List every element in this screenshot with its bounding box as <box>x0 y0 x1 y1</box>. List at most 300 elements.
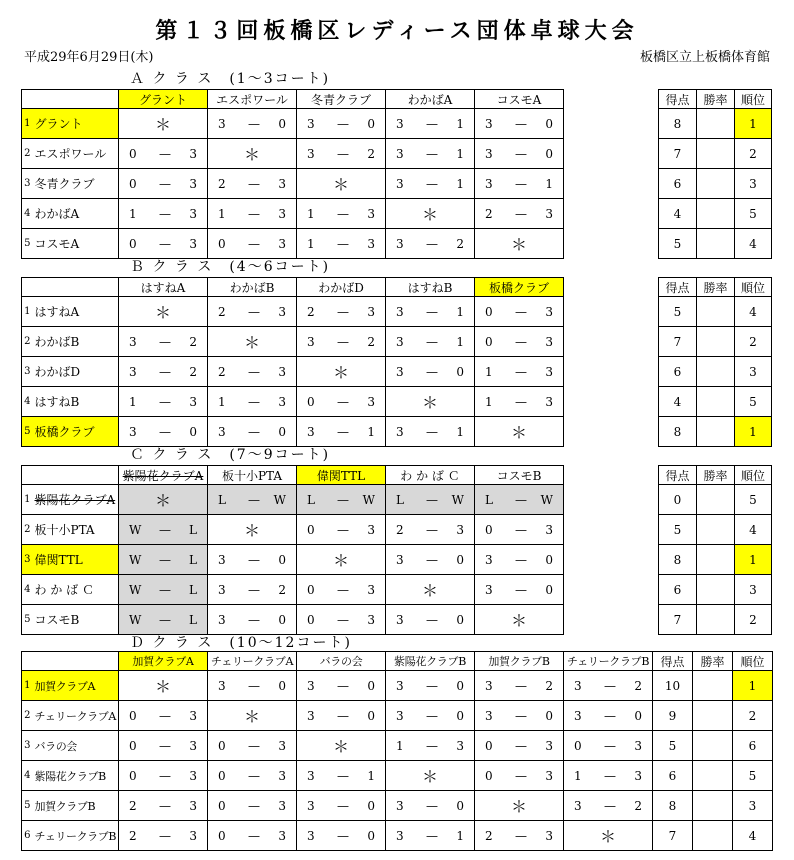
self-match-cell: ＊ <box>564 821 653 851</box>
column-team-name: 紫陽花クラブA <box>119 466 208 485</box>
score-right: 0 <box>367 679 375 693</box>
stats-table <box>658 465 772 635</box>
score-right: 3 <box>545 395 553 409</box>
match-result <box>386 327 475 357</box>
score-left: W <box>129 553 142 567</box>
points-cell: 7 <box>659 327 697 357</box>
score-right: 3 <box>367 523 375 537</box>
points-cell: 10 <box>653 671 693 701</box>
score-right: 3 <box>189 799 197 813</box>
score-right: 3 <box>545 365 553 379</box>
match-result <box>119 199 208 229</box>
stats-row <box>659 515 772 545</box>
score-left: 3 <box>307 117 315 131</box>
score-left: 0 <box>485 739 493 753</box>
win-rate-cell <box>697 387 735 417</box>
score-right: 0 <box>456 799 464 813</box>
score-right: 1 <box>367 425 375 439</box>
score-dash: — <box>159 553 171 567</box>
row-team-name: 紫陽花クラブA <box>33 485 119 515</box>
win-rate-cell <box>697 357 735 387</box>
score-dash: — <box>515 177 527 191</box>
score-left: 0 <box>307 523 315 537</box>
score-left: 3 <box>218 553 226 567</box>
win-rate-cell <box>697 169 735 199</box>
row-team-name: 冬青クラブ <box>33 169 119 199</box>
stats-row <box>659 139 772 169</box>
results-table <box>21 651 773 851</box>
score-left: 3 <box>129 365 137 379</box>
match-result <box>119 387 208 417</box>
match-result <box>208 605 297 635</box>
row-number: 4 <box>22 575 33 605</box>
score-left: 3 <box>396 553 404 567</box>
match-result <box>475 545 564 575</box>
score-left: 3 <box>396 425 404 439</box>
score-right: 3 <box>545 769 553 783</box>
score-left: 2 <box>218 305 226 319</box>
score-right: 3 <box>189 395 197 409</box>
score-right: 0 <box>456 365 464 379</box>
win-rate-cell <box>697 485 735 515</box>
score-left: 0 <box>129 237 137 251</box>
score-right: 3 <box>634 769 642 783</box>
match-result <box>208 199 297 229</box>
match-result <box>208 169 297 199</box>
score-right: 1 <box>456 177 464 191</box>
stats-row <box>659 229 772 259</box>
win-rate-cell <box>697 327 735 357</box>
score-dash: — <box>337 523 349 537</box>
score-left: 1 <box>218 395 226 409</box>
row-number: 2 <box>22 327 33 357</box>
score-dash: — <box>159 425 171 439</box>
score-dash: — <box>515 709 527 723</box>
score-right: 3 <box>545 335 553 349</box>
score-dash: — <box>248 117 260 131</box>
score-right: 0 <box>278 679 286 693</box>
match-result <box>386 791 475 821</box>
self-match-cell: ＊ <box>297 169 386 199</box>
table-row <box>22 761 773 791</box>
score-left: 2 <box>218 365 226 379</box>
score-dash: — <box>159 739 171 753</box>
score-left: 0 <box>129 709 137 723</box>
table-row <box>22 139 564 169</box>
score-right: 0 <box>545 147 553 161</box>
self-match-cell: ＊ <box>119 109 208 139</box>
score-left: 3 <box>307 147 315 161</box>
points-cell: 8 <box>653 791 693 821</box>
match-result <box>297 671 386 701</box>
score-dash: — <box>426 237 438 251</box>
row-team-name: はすねB <box>33 387 119 417</box>
rank-cell: 6 <box>733 731 773 761</box>
score-left: 3 <box>218 583 226 597</box>
score-dash: — <box>337 679 349 693</box>
score-left: 3 <box>218 679 226 693</box>
score-right: 1 <box>456 425 464 439</box>
score-dash: — <box>159 207 171 221</box>
results-table <box>21 89 564 259</box>
score-left: 3 <box>396 799 404 813</box>
score-dash: — <box>515 829 527 843</box>
score-dash: — <box>337 799 349 813</box>
row-team-name: 加賀クラブA <box>33 671 119 701</box>
stats-table <box>658 89 772 259</box>
match-result <box>297 605 386 635</box>
score-left: 3 <box>485 679 493 693</box>
score-left: 3 <box>396 147 404 161</box>
table-row <box>22 199 564 229</box>
stats-header-row <box>659 90 772 109</box>
score-dash: — <box>248 679 260 693</box>
points-cell: 5 <box>659 229 697 259</box>
score-dash: — <box>426 493 438 507</box>
column-team-name: グラント <box>119 90 208 109</box>
stats-row <box>659 387 772 417</box>
match-result <box>475 701 564 731</box>
score-left: 3 <box>396 237 404 251</box>
score-left: 2 <box>396 523 404 537</box>
rank-cell: 5 <box>735 387 772 417</box>
rank-cell: 5 <box>735 199 772 229</box>
match-result <box>475 671 564 701</box>
rank-cell: 3 <box>735 357 772 387</box>
row-number: 2 <box>22 515 33 545</box>
stats-row <box>659 199 772 229</box>
column-team-name: 偉関TTL <box>297 466 386 485</box>
score-left: 0 <box>129 769 137 783</box>
score-left: 3 <box>485 583 493 597</box>
match-result <box>475 821 564 851</box>
score-dash: — <box>248 613 260 627</box>
self-match-cell: ＊ <box>386 199 475 229</box>
score-right: 3 <box>189 829 197 843</box>
stats-header: 得点 <box>659 278 697 297</box>
corner-cell <box>33 652 119 671</box>
win-rate-cell <box>693 791 733 821</box>
self-match-cell: ＊ <box>475 417 564 447</box>
score-right: 2 <box>189 365 197 379</box>
score-right: 1 <box>367 769 375 783</box>
score-left: L <box>396 493 404 507</box>
row-number: 4 <box>22 387 33 417</box>
score-dash: — <box>248 207 260 221</box>
score-right: 3 <box>545 739 553 753</box>
score-dash: — <box>426 829 438 843</box>
match-result <box>297 109 386 139</box>
column-team-name: コスモA <box>475 90 564 109</box>
table-row <box>22 545 564 575</box>
score-left: 3 <box>396 613 404 627</box>
match-result <box>386 545 475 575</box>
table-row <box>22 821 773 851</box>
score-left: 3 <box>396 679 404 693</box>
match-result <box>297 417 386 447</box>
score-right: 0 <box>367 799 375 813</box>
score-left: L <box>218 493 226 507</box>
score-dash: — <box>159 523 171 537</box>
match-result <box>386 671 475 701</box>
class-label: Ｂ ク ラ ス (4～6コート) <box>130 259 331 275</box>
score-right: 3 <box>278 365 286 379</box>
score-dash: — <box>248 739 260 753</box>
score-right: 2 <box>367 335 375 349</box>
score-dash: — <box>604 769 616 783</box>
self-match-cell: ＊ <box>208 515 297 545</box>
score-right: 3 <box>634 739 642 753</box>
score-dash: — <box>426 117 438 131</box>
column-team-name: 加賀クラブB <box>475 652 564 671</box>
row-team-name: コスモA <box>33 229 119 259</box>
match-result <box>386 297 475 327</box>
match-result <box>297 485 386 515</box>
match-result <box>386 701 475 731</box>
score-right: 0 <box>278 117 286 131</box>
points-cell: 6 <box>659 575 697 605</box>
score-right: 0 <box>456 709 464 723</box>
score-right: 1 <box>456 335 464 349</box>
match-result <box>208 671 297 701</box>
points-cell: 5 <box>653 731 693 761</box>
match-result <box>297 761 386 791</box>
stats-header-row <box>659 466 772 485</box>
table-row <box>22 701 773 731</box>
score-dash: — <box>159 147 171 161</box>
score-left: L <box>485 493 493 507</box>
score-dash: — <box>426 613 438 627</box>
score-dash: — <box>426 709 438 723</box>
win-rate-cell <box>693 821 733 851</box>
self-match-cell: ＊ <box>386 387 475 417</box>
class-label: Ｃ ク ラ ス (7～9コート) <box>130 447 331 463</box>
rank-cell: 5 <box>733 761 773 791</box>
match-result <box>208 821 297 851</box>
stats-header-row <box>659 278 772 297</box>
score-left: 3 <box>129 425 137 439</box>
match-result <box>119 545 208 575</box>
results-table <box>21 465 564 635</box>
rank-cell: 1 <box>735 545 772 575</box>
score-right: W <box>273 493 286 507</box>
score-right: 0 <box>367 709 375 723</box>
row-number: 3 <box>22 169 33 199</box>
self-match-cell: ＊ <box>475 229 564 259</box>
score-left: 3 <box>218 613 226 627</box>
stats-row <box>659 605 772 635</box>
score-dash: — <box>426 365 438 379</box>
score-right: 3 <box>367 613 375 627</box>
stats-row <box>659 545 772 575</box>
score-dash: — <box>248 177 260 191</box>
score-right: 0 <box>456 613 464 627</box>
stats-header: 得点 <box>653 652 693 671</box>
score-dash: — <box>159 829 171 843</box>
stats-row <box>659 575 772 605</box>
score-dash: — <box>337 613 349 627</box>
stats-header: 得点 <box>659 90 697 109</box>
score-left: 0 <box>218 769 226 783</box>
row-number: 1 <box>22 297 33 327</box>
row-team-name: 紫陽花クラブB <box>33 761 119 791</box>
stats-header: 勝率 <box>697 90 735 109</box>
score-right: L <box>189 553 197 567</box>
row-number: 1 <box>22 109 33 139</box>
column-team-name: 加賀クラブA <box>119 652 208 671</box>
table-row <box>22 791 773 821</box>
match-result <box>386 417 475 447</box>
match-result <box>297 229 386 259</box>
rank-cell: 1 <box>733 671 773 701</box>
score-dash: — <box>159 395 171 409</box>
win-rate-cell <box>693 731 733 761</box>
match-result <box>475 109 564 139</box>
score-dash: — <box>337 117 349 131</box>
match-result <box>475 327 564 357</box>
match-result <box>119 821 208 851</box>
match-result <box>119 327 208 357</box>
row-team-name: チェリークラブB <box>33 821 119 851</box>
score-right: 3 <box>189 237 197 251</box>
match-result <box>119 701 208 731</box>
score-left: 1 <box>396 739 404 753</box>
score-left: 0 <box>307 583 315 597</box>
score-left: 0 <box>218 829 226 843</box>
score-dash: — <box>426 147 438 161</box>
score-dash: — <box>515 523 527 537</box>
row-team-name: わかばB <box>33 327 119 357</box>
match-result <box>297 575 386 605</box>
match-result <box>386 515 475 545</box>
win-rate-cell <box>697 229 735 259</box>
score-left: 1 <box>307 237 315 251</box>
self-match-cell: ＊ <box>297 731 386 761</box>
score-left: 3 <box>307 769 315 783</box>
page-title: 第１３回板橋区レディース団体卓球大会 <box>155 18 639 44</box>
points-cell: 6 <box>653 761 693 791</box>
column-team-name: エスポワール <box>208 90 297 109</box>
score-left: 3 <box>396 829 404 843</box>
score-left: 3 <box>396 117 404 131</box>
match-result <box>475 485 564 515</box>
score-dash: — <box>248 425 260 439</box>
match-result <box>297 791 386 821</box>
stats-header: 得点 <box>659 466 697 485</box>
match-result <box>119 605 208 635</box>
score-left: 3 <box>307 829 315 843</box>
header-row <box>22 278 564 297</box>
score-dash: — <box>248 553 260 567</box>
score-right: 3 <box>367 583 375 597</box>
match-result <box>208 485 297 515</box>
self-match-cell: ＊ <box>297 545 386 575</box>
score-right: L <box>189 583 197 597</box>
row-number: 3 <box>22 731 33 761</box>
rank-cell: 4 <box>735 297 772 327</box>
match-result <box>297 515 386 545</box>
score-left: 3 <box>485 147 493 161</box>
score-dash: — <box>426 425 438 439</box>
self-match-cell: ＊ <box>119 485 208 515</box>
score-left: 0 <box>218 739 226 753</box>
score-left: 2 <box>485 207 493 221</box>
self-match-cell: ＊ <box>208 327 297 357</box>
self-match-cell: ＊ <box>386 761 475 791</box>
score-dash: — <box>337 335 349 349</box>
corner-cell <box>22 278 33 297</box>
score-left: 0 <box>485 305 493 319</box>
score-left: 0 <box>307 613 315 627</box>
match-result <box>475 761 564 791</box>
score-dash: — <box>248 583 260 597</box>
table-row <box>22 387 564 417</box>
row-number: 1 <box>22 671 33 701</box>
score-dash: — <box>515 583 527 597</box>
column-team-name: チェリークラブA <box>208 652 297 671</box>
score-left: 2 <box>129 829 137 843</box>
self-match-cell: ＊ <box>119 671 208 701</box>
match-result <box>208 387 297 417</box>
score-right: 3 <box>278 207 286 221</box>
class-label: Ａ ク ラ ス (1～3コート) <box>130 71 331 87</box>
match-result <box>119 575 208 605</box>
score-right: 3 <box>278 395 286 409</box>
score-dash: — <box>426 739 438 753</box>
win-rate-cell <box>697 575 735 605</box>
points-cell: 8 <box>659 417 697 447</box>
corner-cell <box>33 90 119 109</box>
score-dash: — <box>337 147 349 161</box>
match-result <box>475 575 564 605</box>
match-result <box>475 169 564 199</box>
header-row <box>22 466 564 485</box>
match-result <box>119 169 208 199</box>
table-row <box>22 327 564 357</box>
points-cell: 6 <box>659 357 697 387</box>
win-rate-cell <box>697 605 735 635</box>
column-team-name: わかばD <box>297 278 386 297</box>
score-right: 0 <box>367 829 375 843</box>
rank-cell: 4 <box>733 821 773 851</box>
row-team-name: エスポワール <box>33 139 119 169</box>
results-table <box>21 277 564 447</box>
score-right: 1 <box>456 305 464 319</box>
column-team-name: はすねB <box>386 278 475 297</box>
match-result <box>208 545 297 575</box>
score-dash: — <box>604 739 616 753</box>
row-number: 2 <box>22 139 33 169</box>
score-left: 3 <box>218 425 226 439</box>
score-dash: — <box>159 335 171 349</box>
self-match-cell: ＊ <box>475 605 564 635</box>
row-team-name: わかばA <box>33 199 119 229</box>
row-number: 6 <box>22 821 33 851</box>
match-result <box>564 701 653 731</box>
column-team-name: チェリークラブB <box>564 652 653 671</box>
score-dash: — <box>515 553 527 567</box>
score-right: 3 <box>278 739 286 753</box>
table-row <box>22 297 564 327</box>
score-left: 2 <box>485 829 493 843</box>
score-right: 3 <box>189 709 197 723</box>
score-right: 3 <box>189 177 197 191</box>
match-result <box>386 357 475 387</box>
score-left: 1 <box>129 395 137 409</box>
match-result <box>208 791 297 821</box>
table-row <box>22 417 564 447</box>
score-left: 3 <box>396 709 404 723</box>
